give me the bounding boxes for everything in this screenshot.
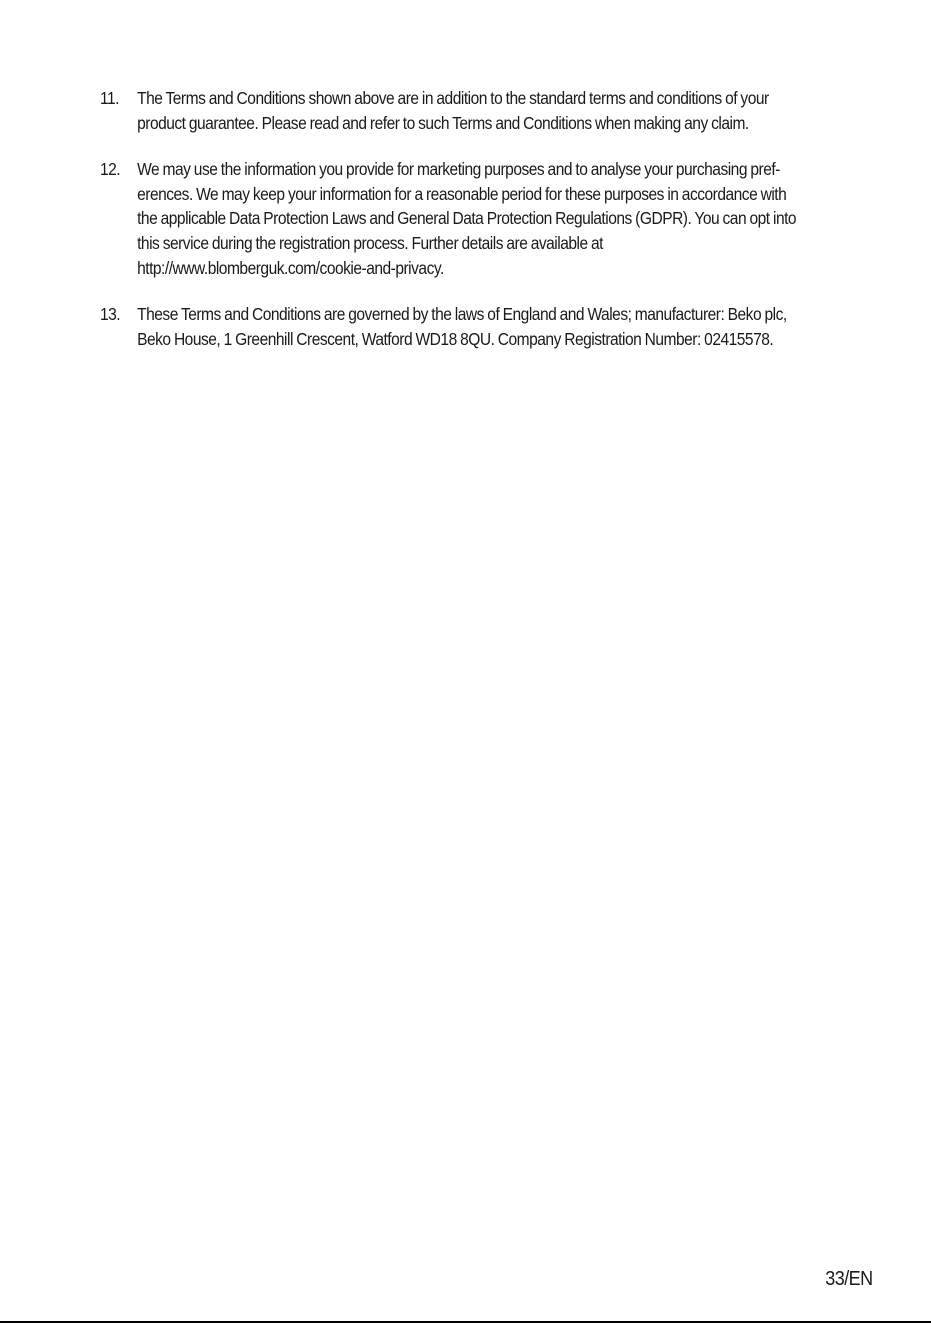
page-bottom-divider (0, 1321, 931, 1323)
term-text-line: These Terms and Conditions are governed by the laws of England and Wales; manufacturer: Beko plc, (137, 304, 787, 325)
term-item-11 (100, 86, 915, 135)
term-text-line: Beko House, 1 Greenhill Crescent, Watford WD18 8QU. Company Registration Number: 02415578. (137, 328, 774, 349)
term-text-line: erences. We may keep your information for a reasonable period for these purposes in accordance with (137, 183, 787, 204)
term-text-line: We may use the information you provide for marketing purposes and to analyse your purchasing pref- (137, 159, 780, 180)
term-number: 12. (100, 159, 121, 180)
term-item-12 (100, 157, 915, 280)
page-number: 33/EN (825, 1268, 873, 1290)
term-text-line: the applicable Data Protection Laws and General Data Protection Regulations (GDPR). You can opt into (137, 208, 797, 229)
term-text-line: product guarantee. Please read and refer to such Terms and Conditions when making any claim. (137, 112, 749, 133)
term-number: 11. (100, 88, 119, 108)
term-number: 13. (100, 304, 121, 325)
term-item-13 (100, 302, 915, 351)
term-text-line: this service during the registration process. Further details are available at (137, 232, 603, 253)
term-text-line: The Terms and Conditions shown above are in addition to the standard terms and conditions of your (137, 88, 769, 108)
terms-list (100, 86, 880, 373)
privacy-url-text: http://www.blomberguk.com/cookie-and-privacy. (137, 257, 444, 278)
